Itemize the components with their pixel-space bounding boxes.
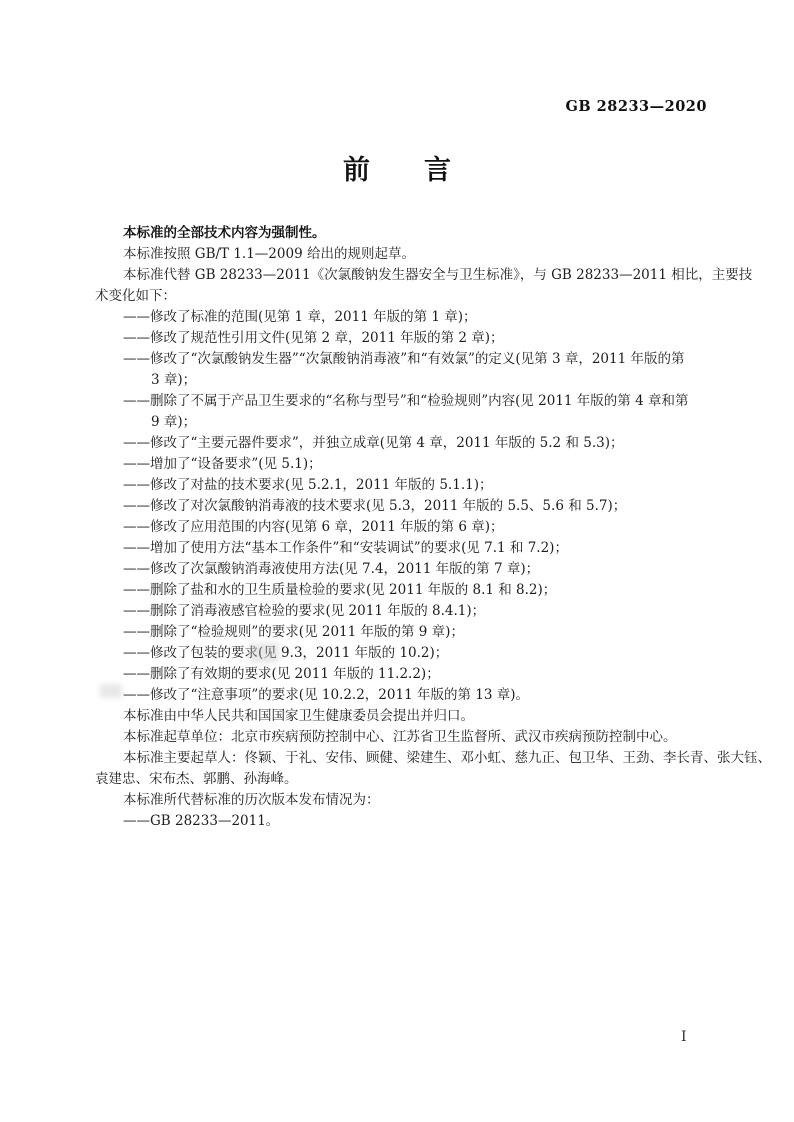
text-line: 本标准起草单位：北京市疾病预防控制中心、江苏省卫生监督所、武汉市疾病预防控制中心。 [123,729,677,745]
text-line: ——删除了“检验规则”的要求(见 2011 年版的第 9 章)； [123,624,464,640]
document-body [95,223,771,832]
text-line: 袁建忠、宋布杰、郭鹏、孙海峰。 [95,771,298,787]
text-line: 本标准主要起草人：佟颖、于礼、安伟、顾健、梁建生、邓小虹、慈九正、包卫华、王劲、李长青、张大钰、 [123,750,771,766]
text-line: ——修改了应用范围的内容(见第 6 章，2011 年版的第 6 章)； [123,519,504,535]
text-line: ——GB 28233—2011。 [123,813,280,829]
text-line: ——修改了包装的要求(见 9.3，2011 年版的 10.2)； [123,645,449,661]
text-line: 本标准按照 GB/T 1.1—2009 给出的规则起草。 [123,246,415,262]
text-line: ——修改了“次氯酸钠发生器”“次氯酸钠消毒液”和“有效氯”的定义(见第 3 章，2011 年版的第 [123,351,685,367]
text-line: 本标准所代替标准的历次版本发布情况为： [123,792,380,808]
text-line: ——修改了对盐的技术要求(见 5.2.1，2011 年版的 5.1.1)； [123,477,493,493]
text-line: ——删除了不属于产品卫生要求的“名称与型号”和“检验规则”内容(见 2011 年版的第 4 章和第 [123,393,689,409]
page-title: 前 言 [343,155,451,186]
text-line: 3 章)； [151,372,197,388]
text-line: ——增加了使用方法“基本工作条件”和“安装调试”的要求(见 7.1 和 7.2)； [123,540,568,556]
text-line: ——增加了“设备要求”(见 5.1)； [123,456,322,472]
text-line: ——删除了有效期的要求(见 2011 年版的 11.2.2)； [123,666,440,682]
page-number: I [681,1029,687,1045]
text-line: 术变化如下： [95,288,176,304]
text-line: ——修改了次氯酸钠消毒液使用方法(见 7.4，2011 年版的第 7 章)； [123,561,540,577]
standard-code: GB 28233—2020 [565,98,707,115]
text-line: ——修改了对次氯酸钠消毒液的技术要求(见 5.3，2011 年版的 5.5、5.6 和 5.7)； [123,498,627,514]
text-line: ——删除了消毒液感官检验的要求(见 2011 年版的 8.4.1)； [123,603,486,619]
text-line: ——修改了标准的范围(见第 1 章，2011 年版的第 1 章)； [123,309,477,325]
text-line: 本标准代替 GB 28233—2011《次氯酸钠发生器安全与卫生标准》，与 GB 28233—2011 相比，主要技 [123,267,753,283]
text-line: ——删除了盐和水的卫生质量检验的要求(见 2011 年版的 8.1 和 8.2)； [123,582,557,598]
text-line: ——修改了“主要元器件要求”，并独立成章(见第 4 章，2011 年版的 5.2 和 5.3)； [123,435,624,451]
text-line: 9 章)； [151,414,197,430]
text-line: 本标准的全部技术内容为强制性。 [123,225,326,241]
text-line: 本标准由中华人民共和国国家卫生健康委员会提出并归口。 [123,708,474,724]
text-line: ——修改了规范性引用文件(见第 2 章，2011 年版的第 2 章)； [123,330,504,346]
text-line: ——修改了“注意事项”的要求(见 10.2.2，2011 年版的第 13 章)。 [123,687,529,703]
